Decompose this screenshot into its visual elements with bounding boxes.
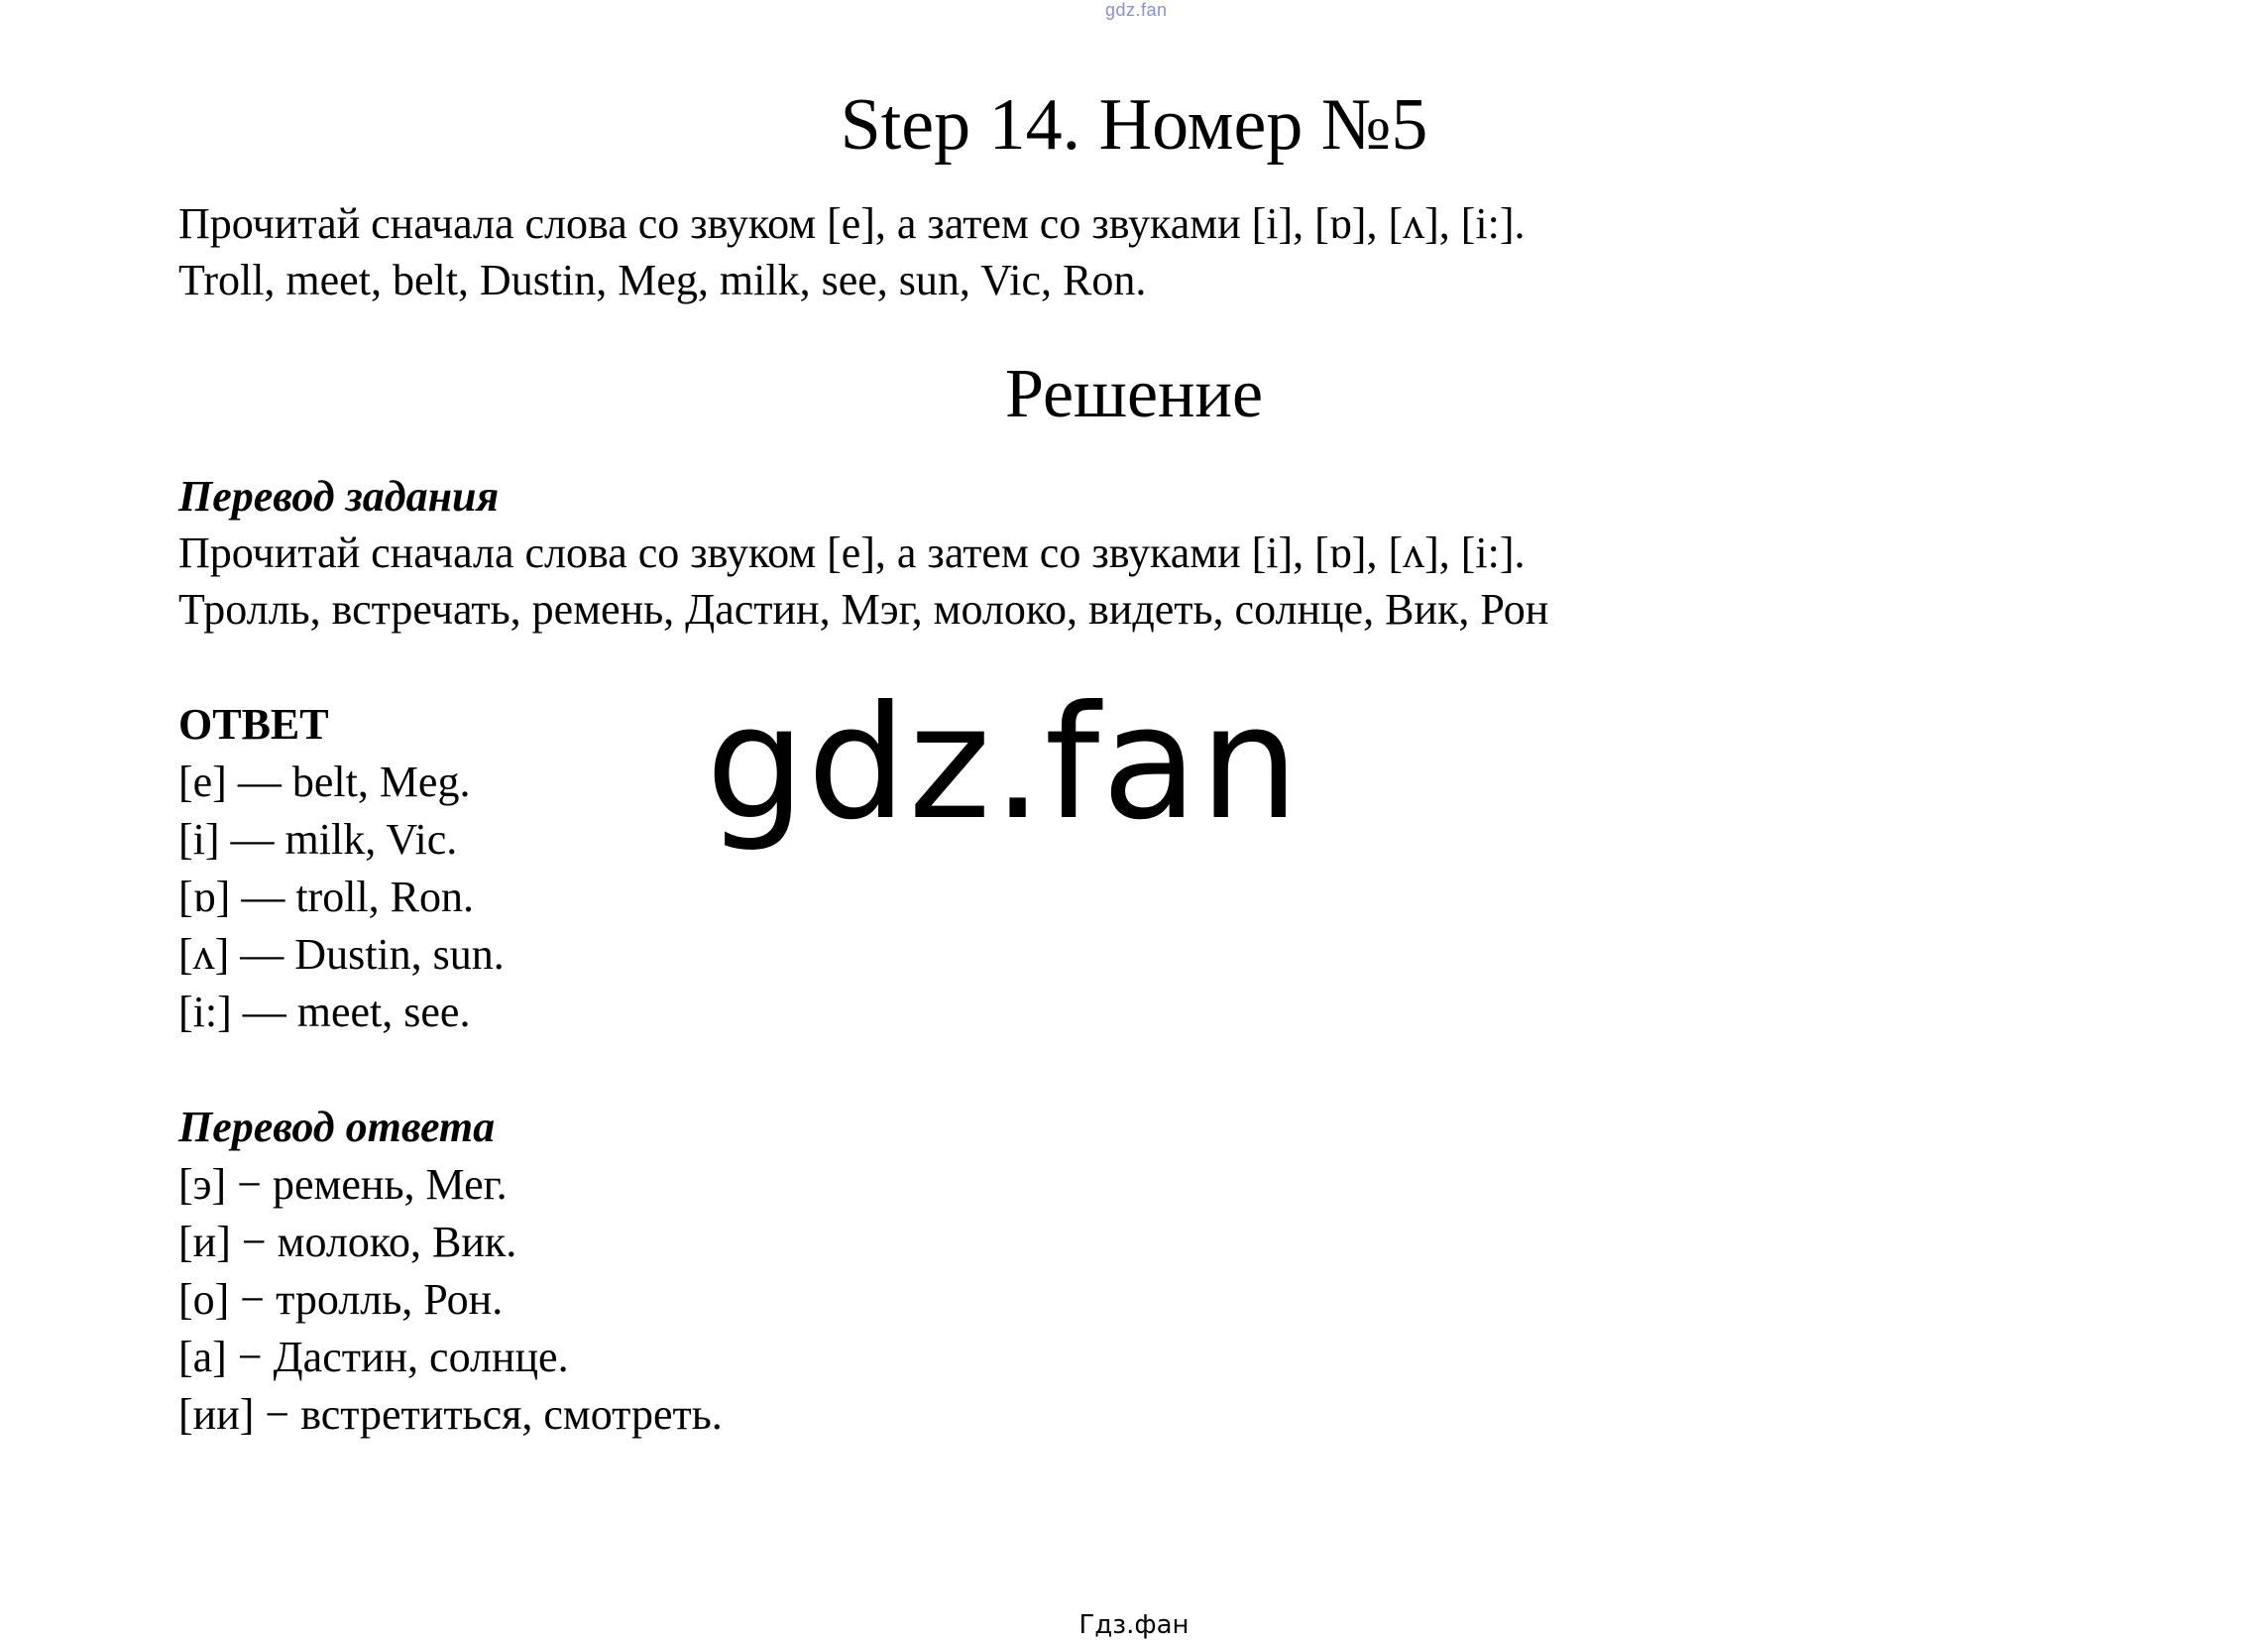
answer-line: [i:] — meet, see. (178, 988, 471, 1036)
answer-line: [ʌ] — Dustin, sun. (178, 930, 505, 979)
site-mark: gdz.fan (1105, 0, 1168, 20)
translation-heading: Перевод задания (178, 472, 500, 521)
watermark: gdz.fan (706, 672, 1302, 855)
translation-line-1: Прочитай сначала слова со звуком [e], а затем со звуками [i], [ɒ], [ʌ], [i:]. (178, 528, 1526, 577)
footer-text: Гдз.фан (1078, 1610, 1190, 1640)
solution-heading: Решение (1004, 356, 1264, 432)
answer-line: [ɒ] — troll, Ron. (178, 873, 474, 921)
answer-translation-heading: Перевод ответа (178, 1103, 496, 1151)
answer-translation-line: [а] − Дастин, солнце. (178, 1333, 569, 1381)
answer-translation-line: [ии] − встретиться, смотреть. (178, 1390, 723, 1439)
task-line-1: Прочитай сначала слова со звуком [e], а затем со звуками [i], [ɒ], [ʌ], [i:]. (178, 199, 1526, 248)
translation-line-2: Тролль, встречать, ремень, Дастин, Мэг, молоко, видеть, солнце, Вик, Рон (178, 585, 1549, 634)
page-title: Step 14. Номер №5 (840, 84, 1428, 166)
answer-heading: ОТВЕТ (178, 700, 329, 749)
answer-line: [e] — belt, Meg. (178, 758, 471, 806)
answer-line: [i] — milk, Vic. (178, 815, 458, 864)
answer-translation-line: [о] − тролль, Рон. (178, 1275, 504, 1324)
task-line-2: Troll, meet, belt, Dustin, Meg, milk, see, sun, Vic, Ron. (178, 256, 1147, 304)
answer-translation-line: [э] − ремень, Мег. (178, 1160, 508, 1209)
answer-translation-line: [и] − молоко, Вик. (178, 1218, 517, 1266)
